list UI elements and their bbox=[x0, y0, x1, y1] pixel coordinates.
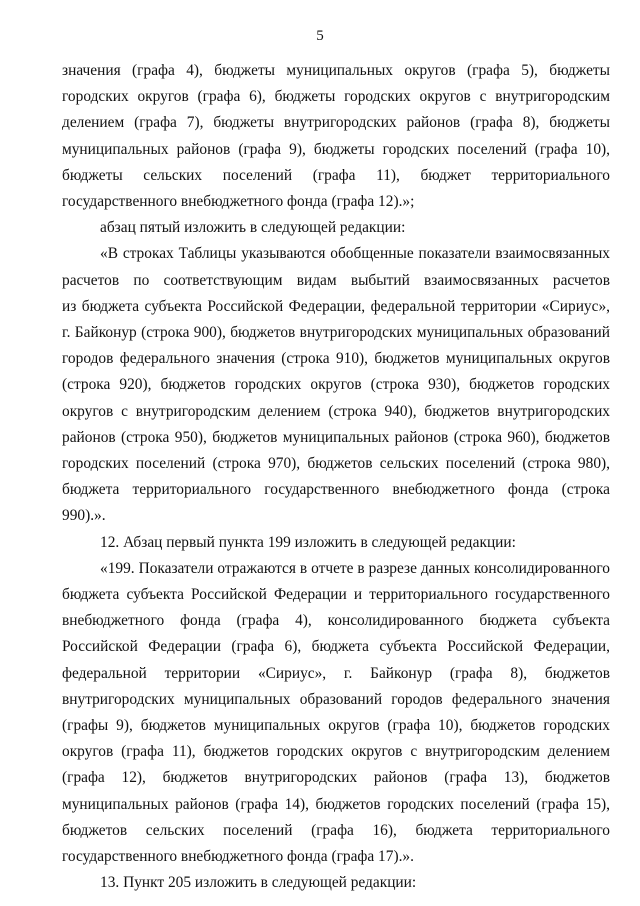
text-line: округов с внутригородским делением (строка 940), бюджетов внутригородских bbox=[62, 402, 610, 420]
text-line: муниципальных районов (графа 9), бюджеты городских поселений (графа 10), bbox=[62, 140, 610, 158]
text-line: значения (графа 4), бюджеты муниципальных округов (графа 5), бюджеты bbox=[62, 62, 610, 79]
text-line: городов федерального значения (строка 910), бюджетов муниципальных округов bbox=[62, 350, 610, 368]
text-line: государственного внебюджетного фонда (графа 17).». bbox=[62, 848, 414, 866]
text-line: 12. Абзац первый пункта 199 изложить в следующей редакции: bbox=[100, 533, 516, 551]
text-line: бюджета субъекта Российской Федерации и территориального государственного bbox=[62, 586, 610, 604]
text-line: «В строках Таблицы указываются обобщенные показатели взаимосвязанных bbox=[100, 245, 610, 263]
text-line: 13. Пункт 205 изложить в следующей редакции: bbox=[100, 874, 417, 892]
text-line: городских округов (графа 6), бюджеты городских округов с внутригородским bbox=[62, 88, 610, 106]
page-number: 5 bbox=[316, 28, 324, 44]
text-line: абзац пятый изложить в следующей редакции: bbox=[100, 219, 406, 237]
text-line: бюджеты сельских поселений (графа 11), бюджет территориального bbox=[62, 166, 610, 184]
text-line: округов (графа 11), бюджетов городских округов с внутригородским делением bbox=[62, 743, 610, 761]
text-line: (графы 9), бюджетов муниципальных округов (графа 10), бюджетов городских bbox=[62, 717, 610, 735]
text-line: г. Байконур (строка 900), бюджетов внутригородских муниципальных образований bbox=[62, 324, 610, 342]
text-line: внутригородских муниципальных образований городов федерального значения bbox=[62, 690, 610, 708]
document-body bbox=[62, 58, 610, 897]
text-line: из бюджета субъекта Российской Федерации, федеральной территории «Сириус», bbox=[62, 297, 610, 315]
text-line: федеральной территории «Сириус», г. Байконур (графа 8), бюджетов bbox=[62, 664, 610, 682]
text-line: муниципальных районов (графа 14), бюджетов городских поселений (графа 15), bbox=[62, 795, 610, 813]
text-line: (строка 920), бюджетов городских округов (строка 930), бюджетов городских bbox=[62, 376, 610, 394]
text-line: внебюджетного фонда (графа 4), консолидированного бюджета субъекта bbox=[62, 612, 610, 630]
text-line: делением (графа 7), бюджеты внутригородских районов (графа 8), бюджеты bbox=[62, 114, 610, 132]
text-line: бюджетов сельских поселений (графа 16), бюджета территориального bbox=[62, 821, 610, 839]
text-line: районов (строка 950), бюджетов муниципальных районов (строка 960), бюджетов bbox=[62, 428, 610, 446]
text-line: расчетов по соответствующим видам выбытий взаимосвязанных расчетов bbox=[62, 271, 610, 289]
text-line: бюджета территориального государственного внебюджетного фонда (строка 990).». bbox=[62, 481, 610, 525]
text-line: (графа 12), бюджетов внутригородских районов (графа 13), бюджетов bbox=[62, 769, 610, 787]
text-line: Российской Федерации (графа 6), бюджета субъекта Российской Федерации, bbox=[62, 638, 610, 656]
text-line: государственного внебюджетного фонда (графа 12).»; bbox=[62, 193, 415, 211]
text-line: городских поселений (строка 970), бюджетов сельских поселений (строка 980), bbox=[62, 455, 610, 473]
text-line: «199. Показатели отражаются в отчете в разрезе данных консолидированного bbox=[100, 559, 610, 577]
